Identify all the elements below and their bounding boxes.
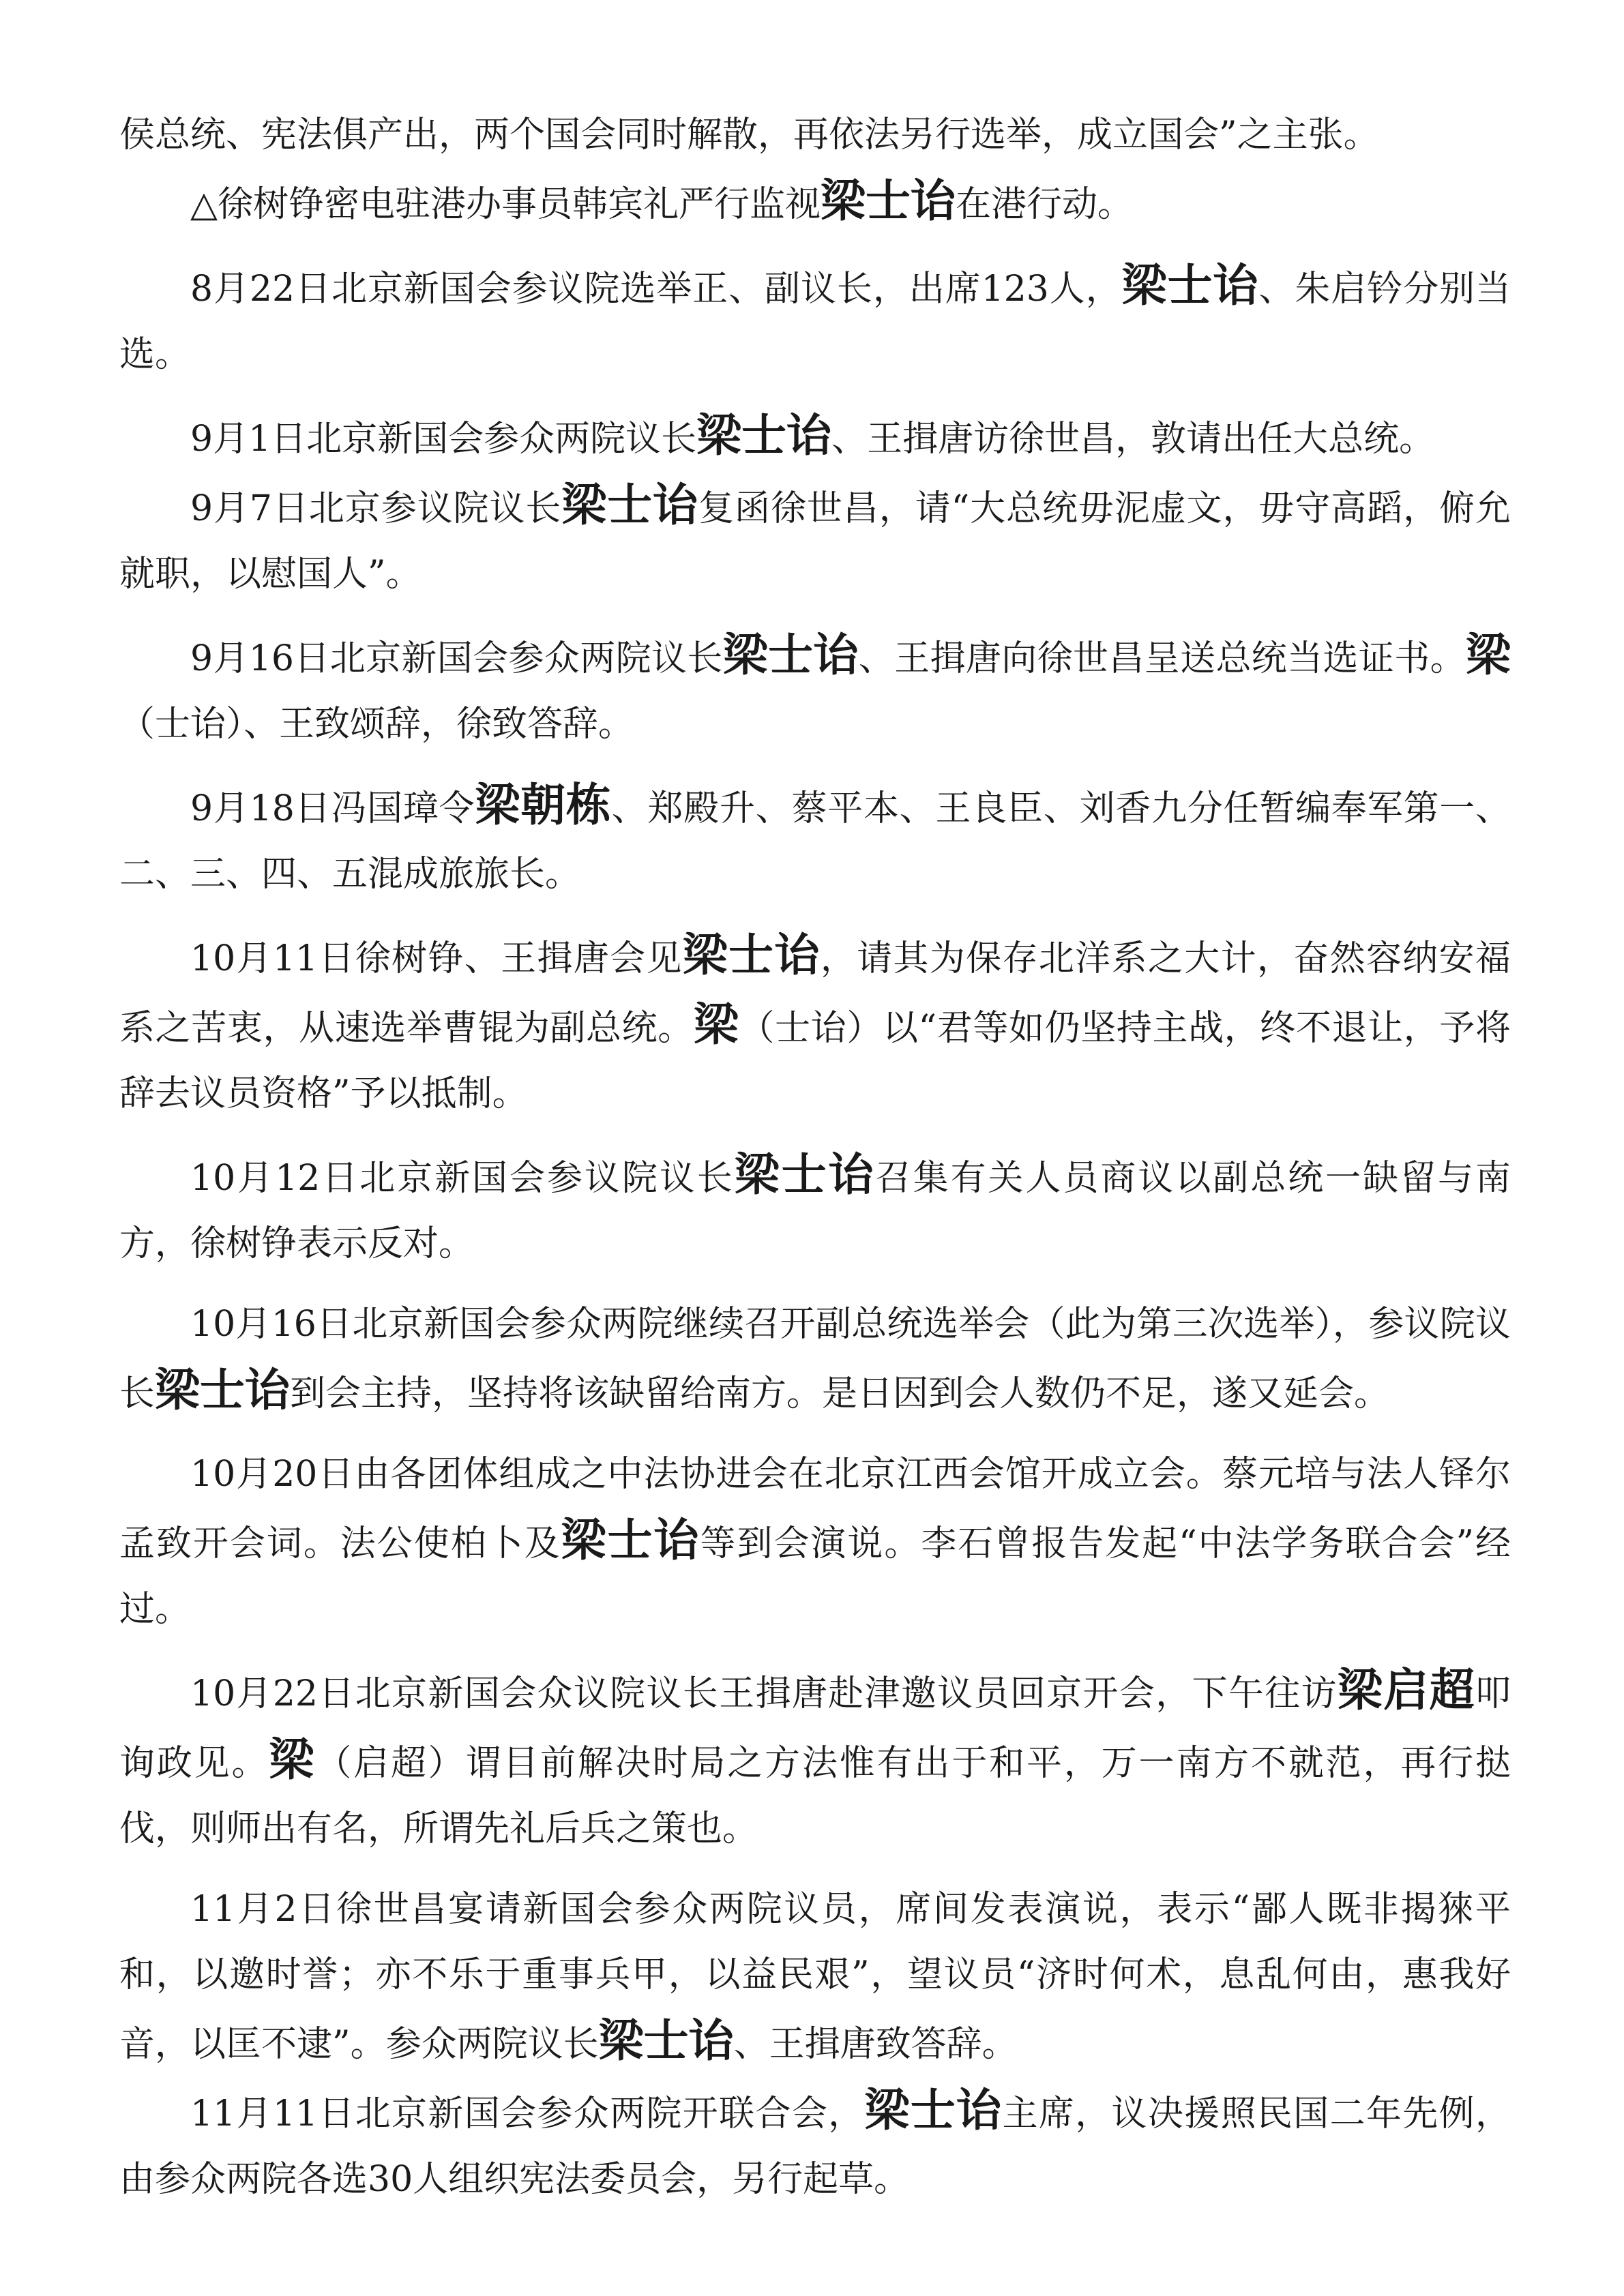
- text-run: 主席，议决援照民国二年先例，由参众两院各选30人组织宪法委员会，另行起草。: [119, 2093, 1511, 2200]
- text-run: 10月12日北京新国会参议院议长: [190, 1158, 735, 1199]
- highlighted-name: 梁士诒: [696, 408, 832, 462]
- text-run: 10月22日北京新国会众议院议长王揖唐赴津邀议员回京开会，下午往访: [190, 1673, 1338, 1714]
- text-run: 召集有关人员商议以副总统一缺留与南方，徐树铮表示反对。: [119, 1158, 1511, 1264]
- document-page: [119, 102, 1511, 2212]
- paragraph-6: [119, 772, 1511, 907]
- highlighted-name: 梁士诒: [155, 1363, 291, 1416]
- highlighted-name: 梁士诒: [864, 2083, 1003, 2136]
- text-run: （启超）谓目前解决时局之方法惟有出于和平，万一南方不就范，再行挞伐，则师出有名，所谓先礼后兵之策也。: [119, 1743, 1511, 1849]
- highlighted-name: 梁士诒: [1121, 258, 1259, 312]
- text-run: 到会主持，坚持将该缺留给南方。是日因到会人数仍不足，遂又延会。: [290, 1373, 1390, 1414]
- highlighted-name: 梁士诒: [821, 174, 956, 227]
- paragraph-0: [119, 102, 1511, 168]
- paragraph-3: [119, 402, 1511, 472]
- text-run: 、王揖唐致答辞。: [733, 2024, 1018, 2065]
- text-run: 10月16日北京新国会参众两院继续召开副总统选举会（此为第三次选举），参议院议长: [119, 1304, 1511, 1414]
- paragraph-12: [119, 1877, 1511, 2077]
- paragraph-13: [119, 2077, 1511, 2212]
- highlighted-name: 梁朝栋: [475, 778, 612, 831]
- highlighted-name: 梁士诒: [561, 478, 699, 531]
- highlighted-name: 梁士诒: [734, 1148, 876, 1201]
- text-run: 、王揖唐向徐世昌呈送总统当选证书。: [858, 638, 1466, 679]
- text-run: 11月2日徐世昌宴请新国会参众两院议员，席间发表演说，表示“鄙人既非揭猍平和，以邀时誉；亦不乐于重事兵甲，以益民艰”，望议员“济时何术，息乱何由，惠我好音，以匡不逮”。参众两院议长: [119, 1889, 1511, 2065]
- text-run: 9月16日北京新国会参众两院议长: [190, 638, 723, 679]
- highlighted-name: 梁: [1466, 628, 1511, 681]
- text-run: 9月1日北京新国会参众两院议长: [190, 419, 697, 460]
- highlighted-name: 梁士诒: [561, 1513, 700, 1566]
- paragraph-8: [119, 1142, 1511, 1277]
- paragraph-7: [119, 922, 1511, 1127]
- text-run: 9月7日北京参议院议长: [190, 488, 562, 529]
- text-run: 、郑殿升、蔡平本、王良臣、刘香九分任暂编奉军第一、二、三、四、五混成旅旅长。: [119, 788, 1511, 895]
- highlighted-name: 梁士诒: [722, 628, 859, 681]
- paragraph-4: [119, 472, 1511, 607]
- highlighted-name: 梁: [269, 1733, 316, 1786]
- paragraph-5: [119, 622, 1511, 757]
- highlighted-name: 梁士诒: [598, 2014, 734, 2067]
- text-run: 在港行动。: [956, 184, 1134, 225]
- text-run: 等到会演说。李石曾报告发起“中法学务联合会”经过。: [119, 1523, 1511, 1630]
- highlighted-name: 梁启超: [1337, 1663, 1475, 1716]
- text-run: 8月22日北京新国会参议院选举正、副议长，出席123人，: [190, 269, 1122, 310]
- text-run: 叩询政见。: [119, 1673, 1511, 1784]
- paragraph-9: [119, 1292, 1511, 1427]
- paragraph-1: [119, 168, 1511, 237]
- paragraph-2: [119, 252, 1511, 387]
- text-run: 9月18日冯国璋令: [190, 788, 475, 829]
- text-run: 、朱启钤分别当选。: [119, 269, 1511, 375]
- paragraph-10: [119, 1442, 1511, 1642]
- text-run: 复函徐世昌，请“大总统毋泥虚文，毋守高蹈，俯允就职，以慰国人”。: [119, 488, 1511, 595]
- text-run: 10月20日由各团体组成之中法协进会在北京江西会馆开成立会。蔡元培与法人铎尔孟致开会词。法公使柏卜及: [119, 1454, 1511, 1564]
- text-run: ，请其为保存北洋系之大计，奋然容纳安福系之苦衷，从速选举曹锟为副总统。: [119, 938, 1511, 1049]
- text-run: 、王揖唐访徐世昌，敦请出任大总统。: [831, 419, 1435, 460]
- text-run: 11月11日北京新国会参众两院开联合会，: [190, 2093, 865, 2134]
- text-run: （士诒）以“君等如仍坚持主战，终不退让，予将辞去议员资格”予以抵制。: [119, 1008, 1511, 1114]
- text-run: 10月11日徐树铮、王揖唐会见: [190, 938, 683, 979]
- highlighted-name: 梁: [693, 998, 739, 1051]
- text-run: △徐树铮密电驻港办事员韩宾礼严行监视: [190, 184, 821, 225]
- paragraph-11: [119, 1657, 1511, 1862]
- highlighted-name: 梁士诒: [682, 928, 821, 981]
- text-run: （士诒）、王致颂辞，徐致答辞。: [119, 704, 634, 745]
- text-run: 侯总统、宪法俱产出，两个国会同时解散，再依法另行选举，成立国会”之主张。: [119, 115, 1379, 155]
